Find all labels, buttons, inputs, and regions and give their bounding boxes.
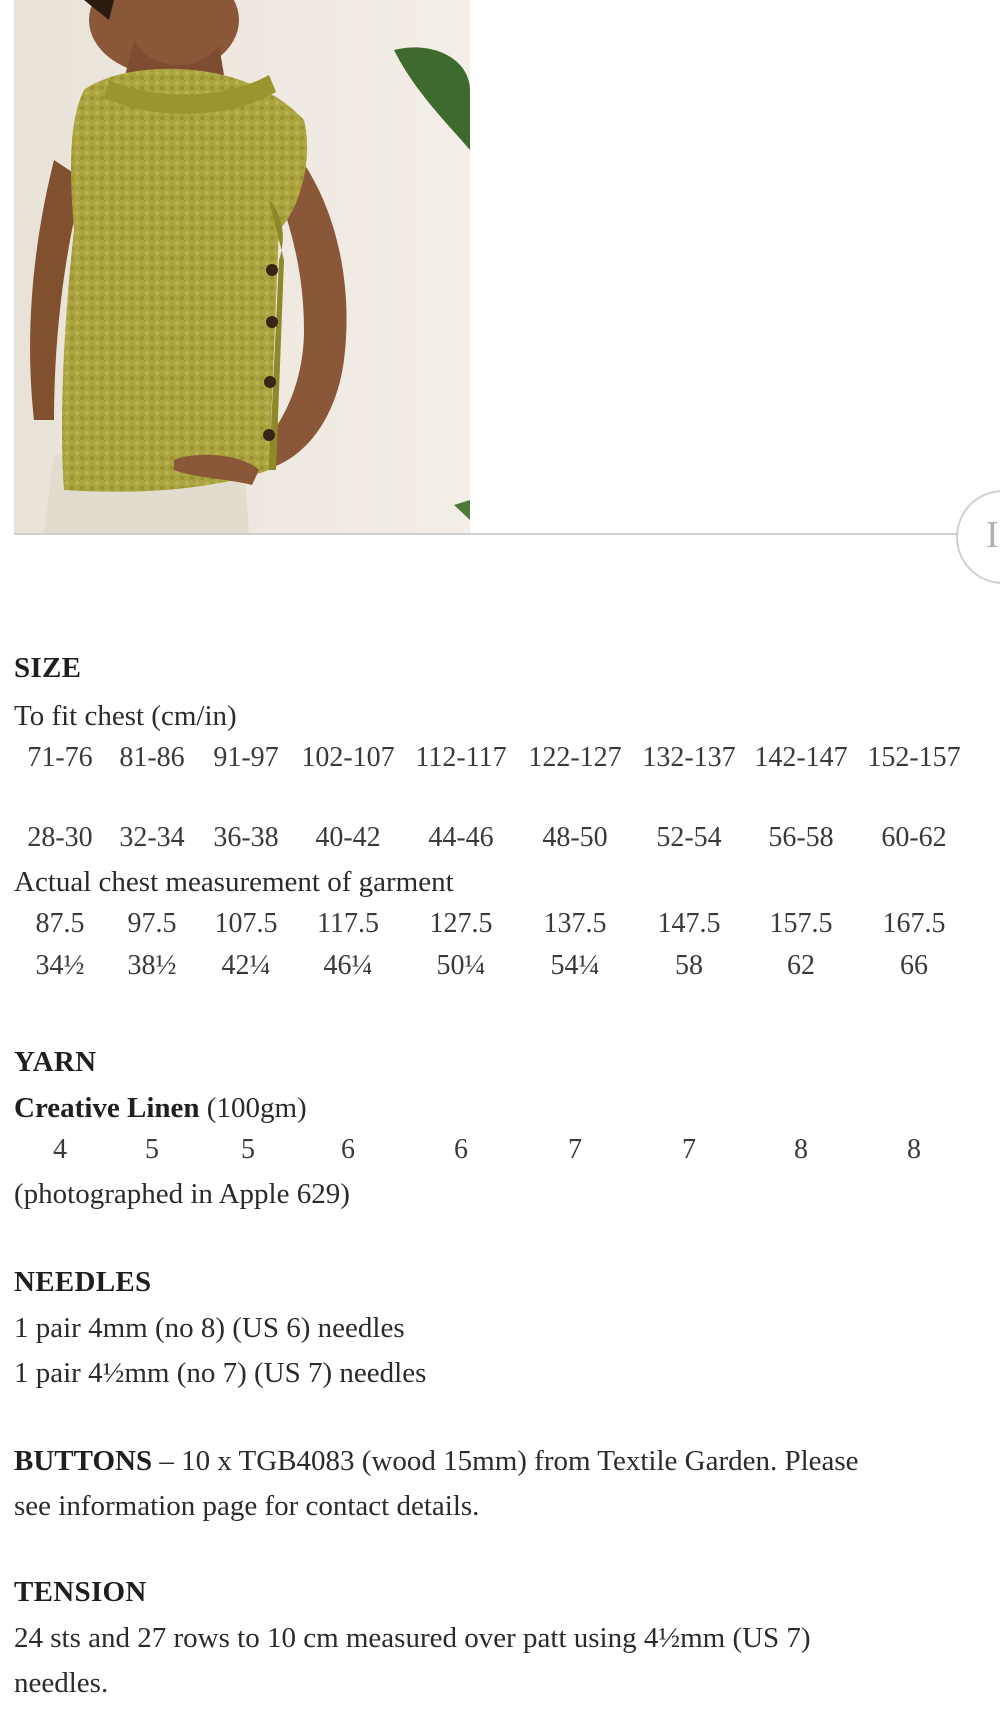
size-value: 60-62 bbox=[881, 822, 947, 853]
divider-line bbox=[14, 533, 957, 535]
size-value: 81-86 bbox=[119, 742, 185, 773]
buttons-text: – 10 x TGB4083 (wood 15mm) from Textile Garden. Please bbox=[159, 1445, 859, 1477]
button-icon bbox=[263, 429, 275, 441]
size-value: 32-34 bbox=[119, 822, 185, 853]
fit-in-row bbox=[0, 822, 1000, 862]
product-photo bbox=[14, 0, 470, 534]
size-value: 44-46 bbox=[428, 822, 494, 853]
size-value: 142-147 bbox=[754, 742, 848, 773]
yarn-quantity: 7 bbox=[682, 1134, 696, 1165]
fit-chest-label: To fit chest (cm/in) bbox=[14, 700, 237, 732]
size-value: 122-127 bbox=[528, 742, 622, 773]
yarn-quantity: 8 bbox=[794, 1134, 808, 1165]
size-value: 91-97 bbox=[213, 742, 279, 773]
yarn-quantity: 4 bbox=[53, 1134, 67, 1165]
size-value: 127.5 bbox=[429, 908, 493, 939]
size-value: 36-38 bbox=[213, 822, 279, 853]
yarn-quantity: 6 bbox=[454, 1134, 468, 1165]
needles-line-1: 1 pair 4mm (no 8) (US 6) needles bbox=[14, 1312, 405, 1344]
size-value: 71-76 bbox=[27, 742, 93, 773]
yarn-quantity: 6 bbox=[341, 1134, 355, 1165]
button-icon bbox=[264, 376, 276, 388]
fit-cm-row bbox=[0, 742, 1000, 782]
button-icon bbox=[266, 316, 278, 328]
buttons-line-1 bbox=[14, 1445, 859, 1478]
size-value: 66 bbox=[900, 950, 928, 981]
yarn-quantity: 7 bbox=[568, 1134, 582, 1165]
size-heading: SIZE bbox=[14, 652, 82, 684]
button-icon bbox=[266, 264, 278, 276]
size-value: 102-107 bbox=[301, 742, 395, 773]
yarn-quantity: 5 bbox=[241, 1134, 255, 1165]
tension-line-2: needles. bbox=[14, 1667, 109, 1699]
needles-line-2: 1 pair 4½mm (no 7) (US 7) needles bbox=[14, 1357, 427, 1389]
size-value: 112-117 bbox=[415, 742, 507, 773]
size-value: 38½ bbox=[127, 950, 177, 981]
size-value: 137.5 bbox=[543, 908, 607, 939]
size-value: 56-58 bbox=[768, 822, 834, 853]
actual-chest-label: Actual chest measurement of garment bbox=[14, 866, 454, 898]
size-value: 46¼ bbox=[323, 950, 373, 981]
size-value: 48-50 bbox=[542, 822, 608, 853]
yarn-heading: YARN bbox=[14, 1046, 97, 1078]
size-value: 34½ bbox=[35, 950, 85, 981]
yarn-name: Creative Linen bbox=[14, 1092, 200, 1124]
tension-heading: TENSION bbox=[14, 1576, 147, 1608]
size-value: 157.5 bbox=[769, 908, 833, 939]
yarn-note: (photographed in Apple 629) bbox=[14, 1178, 350, 1210]
size-value: 40-42 bbox=[315, 822, 381, 853]
size-value: 62 bbox=[787, 950, 815, 981]
size-value: 167.5 bbox=[882, 908, 946, 939]
yarn-quantity-row bbox=[0, 1134, 1000, 1174]
tension-line-1: 24 sts and 27 rows to 10 cm measured over patt using 4½mm (US 7) bbox=[14, 1622, 811, 1654]
yarn-quantity: 5 bbox=[145, 1134, 159, 1165]
size-value: 52-54 bbox=[656, 822, 722, 853]
buttons-heading: BUTTONS bbox=[14, 1445, 153, 1477]
size-value: 152-157 bbox=[867, 742, 961, 773]
size-value: 42¼ bbox=[221, 950, 271, 981]
buttons-line-2: see information page for contact details. bbox=[14, 1490, 480, 1522]
actual-cm-row bbox=[0, 908, 1000, 948]
page-tab-letter: I bbox=[986, 514, 999, 556]
size-value: 132-137 bbox=[642, 742, 736, 773]
size-value: 54¼ bbox=[550, 950, 600, 981]
size-value: 147.5 bbox=[657, 908, 721, 939]
size-value: 87.5 bbox=[35, 908, 85, 939]
needles-heading: NEEDLES bbox=[14, 1266, 152, 1298]
size-value: 50¼ bbox=[436, 950, 486, 981]
size-value: 117.5 bbox=[317, 908, 379, 939]
yarn-name-line bbox=[14, 1092, 307, 1125]
size-value: 97.5 bbox=[127, 908, 177, 939]
yarn-weight: (100gm) bbox=[206, 1092, 307, 1124]
size-value: 28-30 bbox=[27, 822, 93, 853]
size-value: 58 bbox=[675, 950, 703, 981]
size-value: 107.5 bbox=[214, 908, 278, 939]
actual-in-row bbox=[0, 950, 1000, 990]
yarn-quantity: 8 bbox=[907, 1134, 921, 1165]
knitted-top-photo bbox=[14, 0, 470, 534]
